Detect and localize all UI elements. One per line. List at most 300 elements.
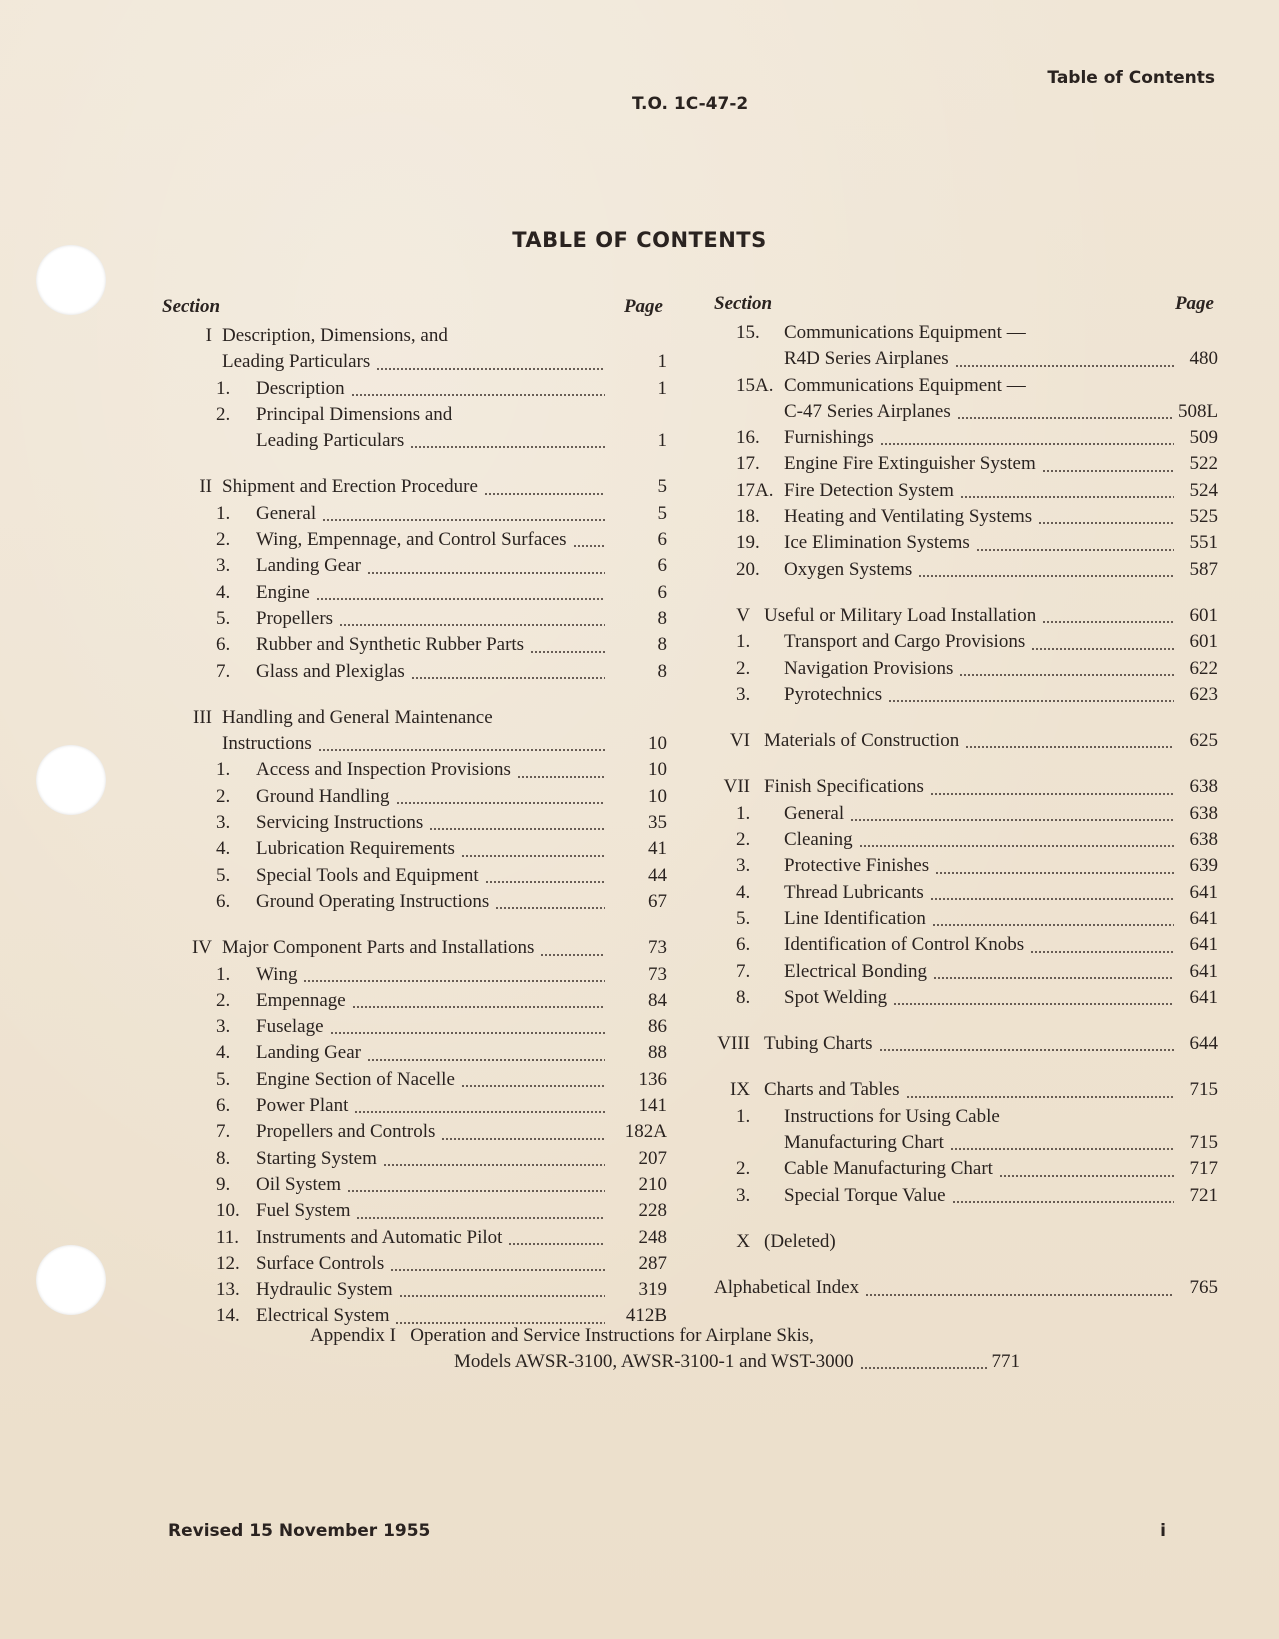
entry-title: Cleaning [784, 829, 853, 851]
leader-dots [351, 394, 605, 396]
entry-title: Special Torque Value [784, 1184, 946, 1206]
section-number: III [193, 706, 212, 728]
toc-entry [162, 580, 667, 606]
toc-left-column [162, 291, 667, 1330]
item-number: 2. [216, 989, 231, 1011]
toc-entry [162, 527, 667, 553]
entry-title: Useful or Military Load Installation [764, 604, 1037, 626]
section-number: VIII [717, 1033, 750, 1055]
item-number: 20. [736, 558, 760, 580]
entry-title: Instruments and Automatic Pilot [256, 1226, 503, 1248]
appendix-label: Appendix I [310, 1325, 397, 1346]
page-ref: 6 [657, 529, 667, 551]
leader-dots [517, 776, 605, 778]
toc-entry [714, 1229, 1218, 1255]
leader-dots [879, 1049, 1174, 1051]
item-number: 3. [216, 1016, 231, 1038]
toc-entry [714, 906, 1218, 932]
column-header [714, 288, 1218, 320]
toc-entry [162, 1093, 667, 1119]
toc-entry [162, 1277, 667, 1303]
page-ref: 8 [657, 607, 667, 629]
leader-dots [930, 898, 1174, 900]
leader-dots [316, 598, 605, 600]
item-number: 1. [216, 759, 231, 781]
toc-entry [162, 349, 667, 375]
item-number: 1. [216, 502, 231, 524]
page-ref: 509 [1189, 427, 1218, 449]
leader-dots [957, 417, 1174, 419]
page-ref: 287 [638, 1252, 667, 1274]
page-ref: 86 [648, 1016, 667, 1038]
toc-entry [714, 1104, 1218, 1130]
page-ref: 717 [1189, 1158, 1218, 1180]
leader-dots [976, 549, 1174, 551]
leader-dots [573, 545, 605, 547]
leader-dots [933, 977, 1174, 979]
entry-title: Handling and General Maintenance [222, 706, 493, 728]
entry-title: Fuel System [256, 1200, 351, 1222]
item-number: 17. [736, 453, 760, 475]
entry-title: Special Tools and Equipment [256, 864, 479, 886]
page-ref: 6 [657, 555, 667, 577]
entry-title: Identification of Control Knobs [784, 934, 1025, 956]
item-number: 19. [736, 532, 760, 554]
appendix-page: 771 [991, 1351, 1020, 1372]
section-gap [714, 1057, 1218, 1077]
item-number: 9. [216, 1173, 231, 1195]
item-number: 3. [736, 683, 751, 705]
item-number: 6. [216, 634, 231, 656]
toc-entry [714, 373, 1218, 399]
page-ref: 715 [1189, 1132, 1218, 1154]
leader-dots [850, 819, 1174, 821]
page-ref: 639 [1189, 855, 1218, 877]
entry-title: Materials of Construction [764, 730, 960, 752]
item-number: 4. [216, 838, 231, 860]
toc-entry [714, 1156, 1218, 1182]
leader-dots [396, 802, 605, 804]
leader-dots [495, 907, 605, 909]
item-number: 1. [216, 377, 231, 399]
entry-title: Heating and Ventilating Systems [784, 506, 1033, 528]
document-number: T.O. 1C-47-2 [632, 94, 749, 114]
entry-title: Landing Gear [256, 555, 361, 577]
punch-hole [36, 1245, 106, 1315]
entry-title: Major Component Parts and Installations [222, 937, 535, 959]
page-ref: 641 [1189, 986, 1218, 1008]
item-number: 17A. [736, 479, 774, 501]
item-number: 10. [216, 1200, 240, 1222]
entry-title: Furnishings [784, 427, 874, 449]
entry-title: General [784, 802, 845, 824]
toc-entry [162, 889, 667, 915]
leader-dots [485, 881, 605, 883]
item-number: 4. [736, 881, 751, 903]
page-ref: 73 [648, 937, 667, 959]
section-number: VI [729, 730, 750, 752]
toc-entry [714, 682, 1218, 708]
page-ref: 84 [648, 989, 667, 1011]
leader-dots [950, 1148, 1174, 1150]
leader-dots [918, 575, 1174, 577]
toc-entry [714, 557, 1218, 583]
toc-entry [714, 320, 1218, 346]
page-ref: 228 [638, 1200, 667, 1222]
page-ref: 88 [648, 1042, 667, 1064]
toc-entry [162, 810, 667, 836]
entry-title: Transport and Cargo Provisions [784, 631, 1026, 653]
entry-title: Navigation Provisions [784, 657, 954, 679]
page-ref: 641 [1189, 960, 1218, 982]
toc-entry [714, 346, 1218, 372]
toc-entry [162, 1198, 667, 1224]
leader-dots [352, 1006, 605, 1008]
section-number: IX [729, 1079, 750, 1101]
entry-title: Leading Particulars [256, 430, 405, 452]
section-header: Section [714, 292, 773, 314]
page-ref: 6 [657, 581, 667, 603]
leader-dots [367, 1059, 605, 1061]
entry-title: Instructions for Using Cable [784, 1105, 1000, 1127]
section-gap [714, 1011, 1218, 1031]
leader-dots [540, 954, 605, 956]
punch-hole [36, 245, 106, 315]
page-ref: 641 [1189, 934, 1218, 956]
section-gap [714, 708, 1218, 728]
item-number: 15A. [736, 374, 774, 396]
item-number: 2. [736, 657, 751, 679]
toc-entry [162, 757, 667, 783]
entry-title: Shipment and Erection Procedure [222, 476, 478, 498]
leader-dots [999, 1175, 1174, 1177]
page-ref: 525 [1189, 506, 1218, 528]
leader-dots [859, 845, 1174, 847]
entry-title: Charts and Tables [764, 1079, 900, 1101]
page-ref: 35 [648, 812, 667, 834]
toc-entry [714, 1183, 1218, 1209]
entry-title: Wing [256, 963, 298, 985]
item-number: 3. [216, 555, 231, 577]
entry-title: Glass and Plexiglas [256, 660, 405, 682]
page-title: TABLE OF CONTENTS [512, 228, 767, 252]
appendix-entry [310, 1323, 1020, 1375]
toc-entry [714, 728, 1218, 754]
entry-title: Communications Equipment — [784, 322, 1026, 343]
entry-title: Landing Gear [256, 1042, 361, 1064]
appendix-title-line1: Operation and Service Instructions for Airplane Skis, [410, 1325, 814, 1346]
item-number: 8. [736, 986, 751, 1008]
section-gap [714, 1209, 1218, 1229]
page-ref: 10 [648, 785, 667, 807]
toc-entry [162, 935, 667, 961]
item-number: 2. [216, 785, 231, 807]
toc-entry [162, 1067, 667, 1093]
page-ref: 5 [657, 476, 667, 498]
toc-entry [162, 1040, 667, 1066]
item-number: 14. [216, 1305, 240, 1327]
toc-entry [162, 632, 667, 658]
leader-dots [383, 1164, 605, 1166]
entry-title: Access and Inspection Provisions [256, 759, 511, 781]
entry-title: Cable Manufacturing Chart [784, 1158, 993, 1180]
entry-title: Engine Section of Nacelle [256, 1068, 455, 1090]
entry-title: Rubber and Synthetic Rubber Parts [256, 634, 525, 656]
entry-title: Thread Lubricants [784, 881, 924, 903]
item-number: 3. [216, 812, 231, 834]
leader-dots [932, 924, 1174, 926]
running-header: Table of Contents [1047, 68, 1215, 88]
toc-entry [162, 474, 667, 500]
entry-title: Empennage [256, 989, 346, 1011]
entry-title: Oxygen Systems [784, 558, 913, 580]
toc-entry [714, 530, 1218, 556]
entry-title: Communications Equipment — [784, 374, 1026, 396]
entry-title: Starting System [256, 1147, 377, 1169]
page-ref: 1 [657, 430, 667, 452]
toc-entry [162, 784, 667, 810]
page-ref: 67 [648, 890, 667, 912]
page-number: i [1160, 1521, 1166, 1541]
item-number: 5. [216, 864, 231, 886]
leader-dots [356, 1217, 605, 1219]
page-ref: 522 [1189, 453, 1218, 475]
page-ref: 5 [657, 502, 667, 524]
entry-title: Hydraulic System [256, 1279, 393, 1301]
toc-right-column [714, 288, 1218, 1302]
toc-entry [714, 399, 1218, 425]
toc-entry [714, 1275, 1218, 1301]
section-number: X [736, 1230, 750, 1252]
page-ref: 508L [1178, 400, 1219, 422]
toc-entry [162, 659, 667, 685]
leader-dots [865, 1294, 1174, 1296]
leader-dots [330, 1032, 605, 1034]
leader-dots [429, 828, 605, 830]
item-number: 7. [216, 1121, 231, 1143]
item-number: 5. [216, 607, 231, 629]
entry-title: Fire Detection System [784, 479, 954, 501]
page-ref: 721 [1189, 1184, 1218, 1206]
entry-title: Description [256, 377, 345, 399]
page-ref: 524 [1189, 479, 1218, 501]
page-ref: 182A [624, 1121, 667, 1143]
page-ref: 10 [648, 759, 667, 781]
section-number: IV [191, 937, 212, 959]
page-ref: 644 [1189, 1033, 1218, 1055]
page-header: Page [623, 295, 663, 317]
section-number: VII [723, 776, 750, 798]
toc-entry [714, 656, 1218, 682]
column-header [162, 291, 667, 323]
item-number: 1. [736, 1105, 751, 1127]
section-header: Section [162, 295, 221, 317]
toc-entry [162, 1225, 667, 1251]
entry-title: Power Plant [256, 1095, 349, 1117]
leader-dots [530, 651, 605, 653]
toc-entry [162, 553, 667, 579]
toc-entry [162, 1014, 667, 1040]
entry-title: (Deleted) [764, 1230, 836, 1252]
appendix-title-line2: Models AWSR-3100, AWSR-3100-1 and WST-3000 [454, 1351, 854, 1372]
leader-dots [376, 368, 605, 370]
item-number: 18. [736, 506, 760, 528]
item-number: 11. [216, 1226, 240, 1248]
entry-title: Ice Elimination Systems [784, 532, 970, 554]
entry-title: Engine [256, 581, 310, 603]
item-number: 2. [216, 403, 231, 425]
page-ref: 622 [1189, 657, 1218, 679]
page-ref: 551 [1189, 532, 1218, 554]
toc-entry [714, 880, 1218, 906]
page-ref: 210 [638, 1173, 667, 1195]
toc-entry [162, 836, 667, 862]
page-ref: 601 [1189, 631, 1218, 653]
section-gap [162, 454, 667, 474]
entry-title: Lubrication Requirements [256, 838, 455, 860]
item-number: 15. [736, 322, 760, 343]
leader-dots [1038, 522, 1174, 524]
page-ref: 638 [1189, 829, 1218, 851]
item-number: 1. [216, 963, 231, 985]
toc-entry [162, 1146, 667, 1172]
page-ref: 10 [648, 733, 667, 755]
item-number: 2. [736, 1158, 751, 1180]
page-ref: 319 [638, 1279, 667, 1301]
entry-title: R4D Series Airplanes [784, 348, 949, 370]
toc-entry [162, 606, 667, 632]
entry-title: Propellers [256, 607, 334, 629]
toc-entry [162, 731, 667, 757]
toc-entry [714, 478, 1218, 504]
page-ref: 44 [648, 864, 667, 886]
leader-dots [893, 1003, 1174, 1005]
entry-title: Protective Finishes [784, 855, 930, 877]
item-number: 1. [736, 631, 751, 653]
leader-dots [367, 572, 605, 574]
leader-dots [322, 519, 605, 521]
toc-entry [162, 1119, 667, 1145]
section-gap [162, 685, 667, 705]
toc-entry [714, 827, 1218, 853]
toc-entry [714, 451, 1218, 477]
entry-title: Oil System [256, 1173, 341, 1195]
section-number: II [199, 476, 212, 498]
page-ref: 1 [657, 351, 667, 373]
entry-title: Ground Operating Instructions [256, 890, 490, 912]
item-number: 2. [736, 829, 751, 851]
entry-title: Alphabetical Index [714, 1277, 860, 1299]
entry-title: Tubing Charts [764, 1033, 873, 1055]
leader-dots [880, 443, 1174, 445]
section-gap [714, 1255, 1218, 1275]
item-number: 16. [736, 427, 760, 449]
entry-title: Leading Particulars [222, 351, 371, 373]
toc-entry [714, 853, 1218, 879]
punch-hole [36, 745, 106, 815]
section-number: I [205, 325, 212, 346]
item-number: 5. [736, 907, 751, 929]
leader-dots [339, 624, 605, 626]
toc-entry [162, 988, 667, 1014]
page-ref: 715 [1189, 1079, 1218, 1101]
leader-dots [906, 1096, 1174, 1098]
toc-entry [162, 428, 667, 454]
item-number: 2. [216, 529, 231, 551]
entry-title: Servicing Instructions [256, 812, 424, 834]
toc-entry [714, 932, 1218, 958]
entry-title: Line Identification [784, 907, 926, 929]
item-number: 12. [216, 1252, 240, 1274]
leader-dots [955, 365, 1174, 367]
page-ref: 623 [1189, 683, 1218, 705]
entry-title: Fuselage [256, 1016, 324, 1038]
page-ref: 248 [638, 1226, 667, 1248]
leader-dots [965, 746, 1174, 748]
entry-title: C-47 Series Airplanes [784, 400, 951, 422]
page-ref: 8 [657, 660, 667, 682]
entry-title: Wing, Empennage, and Control Surfaces [256, 529, 567, 551]
toc-entry [162, 1172, 667, 1198]
entry-title: Surface Controls [256, 1252, 385, 1274]
page-ref: 765 [1189, 1277, 1218, 1299]
item-number: 6. [216, 1095, 231, 1117]
toc-entry [714, 1031, 1218, 1057]
entry-title: Pyrotechnics [784, 683, 883, 705]
toc-entry [162, 705, 667, 731]
entry-title: Ground Handling [256, 785, 390, 807]
entry-title: Finish Specifications [764, 776, 924, 798]
toc-entry [162, 376, 667, 402]
toc-entry [162, 323, 667, 349]
leader-dots [930, 793, 1174, 795]
item-number: 4. [216, 1042, 231, 1064]
page-ref: 73 [648, 963, 667, 985]
leader-dots [959, 674, 1174, 676]
leader-dots [347, 1190, 605, 1192]
leader-dots [410, 446, 605, 448]
page-ref: 136 [638, 1068, 667, 1090]
toc-entry [714, 603, 1218, 629]
page-ref: 625 [1189, 730, 1218, 752]
item-number: 6. [216, 890, 231, 912]
page-ref: 1 [657, 377, 667, 399]
leader-dots [952, 1201, 1174, 1203]
toc-entry [162, 863, 667, 889]
entry-title: Manufacturing Chart [784, 1132, 944, 1154]
item-number: 3. [736, 1184, 751, 1206]
page-ref: 641 [1189, 881, 1218, 903]
section-gap [714, 583, 1218, 603]
leader-dots [1042, 470, 1174, 472]
page-header: Page [1174, 292, 1214, 314]
entry-title: General [256, 502, 317, 524]
leader-dots [484, 493, 605, 495]
entry-title: Spot Welding [784, 986, 888, 1008]
item-number: 7. [736, 960, 751, 982]
toc-entry [714, 629, 1218, 655]
item-number: 8. [216, 1147, 231, 1169]
entry-title: Description, Dimensions, and [222, 325, 448, 346]
page-ref: 41 [648, 838, 667, 860]
page-ref: 141 [638, 1095, 667, 1117]
page-ref: 638 [1189, 802, 1218, 824]
leader-dots [1042, 621, 1174, 623]
leader-dots [411, 677, 605, 679]
toc-entry [714, 959, 1218, 985]
toc-entry [162, 1251, 667, 1277]
entry-title: Electrical Bonding [784, 960, 927, 982]
